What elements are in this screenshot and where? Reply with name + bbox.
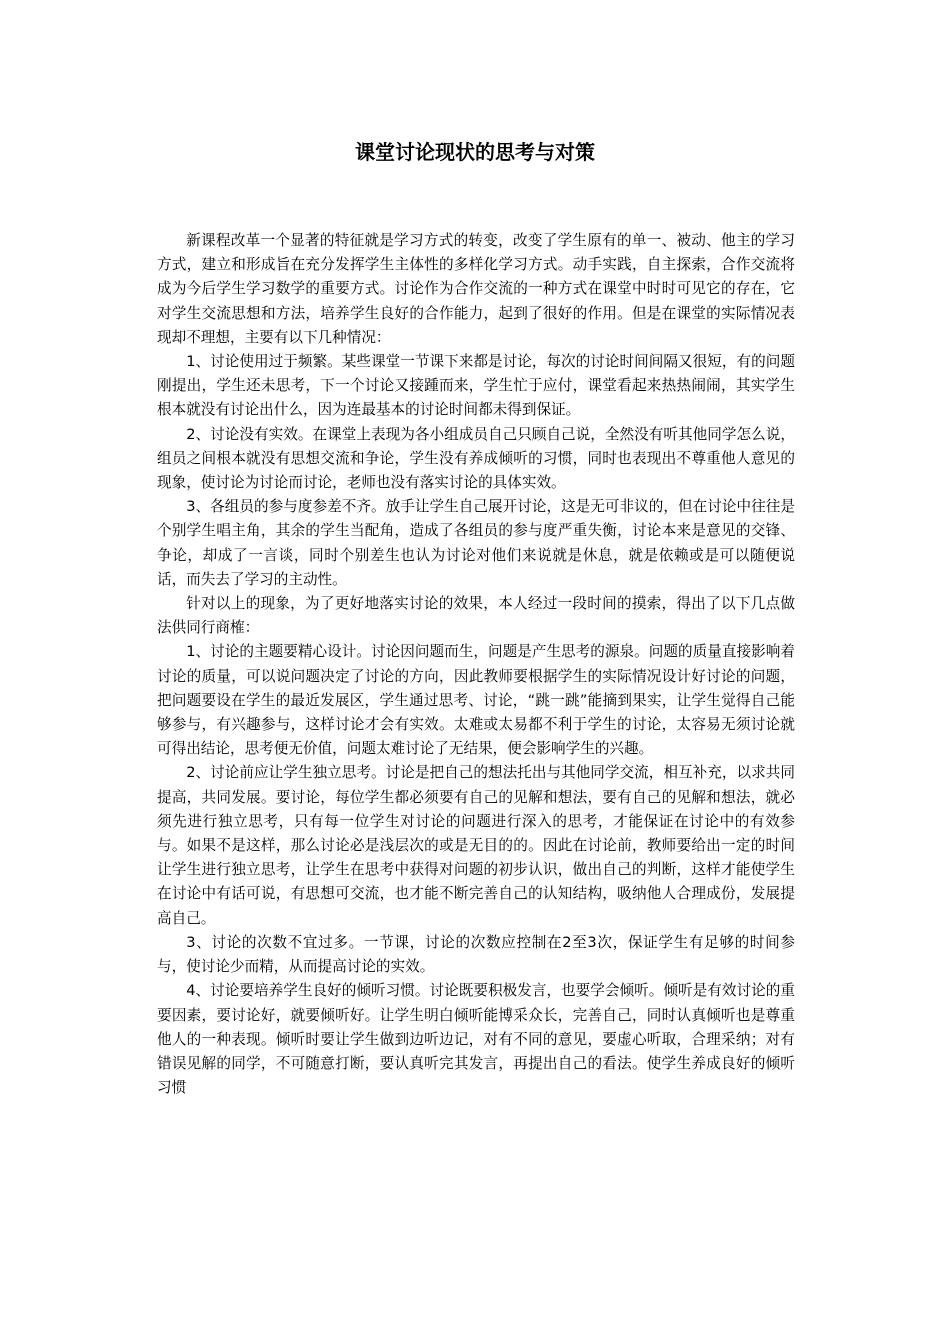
paragraph-problem-1: 1、讨论使用过于频繁。某些课堂一节课下来都是讨论，每次的讨论时间间隔又很短，有的问题刚提出，学生还未思考，下一个讨论又接踵而来，学生忙于应付，课堂看起来热热闹闹，其实学生根本就没有讨论出什么，因为连最基本的讨论时间都未得到保证。 xyxy=(157,353,795,419)
paragraph-strategy-4: 4、讨论要培养学生良好的倾听习惯。讨论既要积极发言，也要学会倾听。倾听是有效讨论的重要因素，要讨论好，就要倾听好。让学生明白倾听能博采众长，完善自己，同时认真倾听也是尊重他人的一种表现。倾听时要让学生做到边听边记，对有不同的意见，要虚心听取，合理采纳；对有错误见解的同学，不可随意打断，要认真听完其发言，再提出自己的看法。使学生养成良好的倾听习惯 xyxy=(157,982,795,1097)
paragraph-intro: 新课程改革一个显著的特征就是学习方式的转变，改变了学生原有的单一、被动、他主的学习方式，建立和形成旨在充分发挥学生主体性的多样化学习方式。动手实践，自主探索，合作交流将成为今后学生学习数学的重要方式。讨论作为合作交流的一种方式在课堂中时时可见它的存在，它对学生交流思想和方法，培养学生良好的合作能力，起到了很好的作用。但是在课堂的实际情况表现却不理想，主要有以下几种情况： xyxy=(157,232,795,346)
paragraph-strategy-3: 3、讨论的次数不宜过多。一节课，讨论的次数应控制在2至3次，保证学生有足够的时间参与，使讨论少而精，从而提高讨论的实效。 xyxy=(157,933,795,976)
document-title: 课堂讨论现状的思考与对策 xyxy=(355,140,595,164)
paragraph-problem-2: 2、讨论没有实效。在课堂上表现为各小组成员自己只顾自己说，全然没有听其他同学怎么说，组员之间根本就没有思想交流和争论，学生没有养成倾听的习惯，同时也表现出不尊重他人意见的现象，使讨论为讨论而讨论，老师也没有落实讨论的具体实效。 xyxy=(157,425,795,492)
paragraph-strategy-1: 1、讨论的主题要精心设计。讨论因问题而生，问题是产生思考的源泉。问题的质量直接影响着讨论的质量，可以说问题决定了讨论的方向，因此教师要根据学生的实际情况设计好讨论的问题，把问题要设在学生的最近发展区，学生通过思考、讨论，“跳一跳”能摘到果实，让学生觉得自己能够参与，有兴趣参与，这样讨论才会有实效。太难或太易都不利于学生的讨论，太容易无须讨论就可得出结论，思考便无价值，问题太难讨论了无结果，便会影响学生的兴趣。 xyxy=(157,643,795,758)
paragraph-strategy-2: 2、讨论前应让学生独立思考。讨论是把自己的想法托出与其他同学交流，相互补充，以求共同提高，共同发展。要讨论，每位学生都必须要有自己的见解和想法，要有自己的见解和想法，就必须先进行独立思考，只有每一位学生对讨论的问题进行深入的思考，才能保证在讨论中的有效参与。如果不是这样，那么讨论必是浅层次的或是无目的的。因此在讨论前，教师要给出一定的时间让学生进行独立思考，让学生在思考中获得对问题的初步认识，做出自己的判断，这样才能使学生在讨论中有话可说，有思想可交流，也才能不断完善自己的认知结构，吸纳他人合理成份，发展提高自己。 xyxy=(157,764,795,927)
paragraph-problem-3: 3、各组员的参与度参差不齐。放手让学生自己展开讨论，这是无可非议的，但在讨论中往往是个别学生唱主角，其余的学生当配角，造成了各组员的参与度严重失衡，讨论本来是意见的交锋、争论，却成了一言谈，同时个别差生也认为讨论对他们来说就是休息，就是依赖或是可以随便说话，而失去了学习的主动性。 xyxy=(157,498,795,588)
paragraph-transition: 针对以上的现象，为了更好地落实讨论的效果，本人经过一段时间的摸索，得出了以下几点做法供同行商榷： xyxy=(157,595,795,637)
document-body xyxy=(157,229,795,1100)
